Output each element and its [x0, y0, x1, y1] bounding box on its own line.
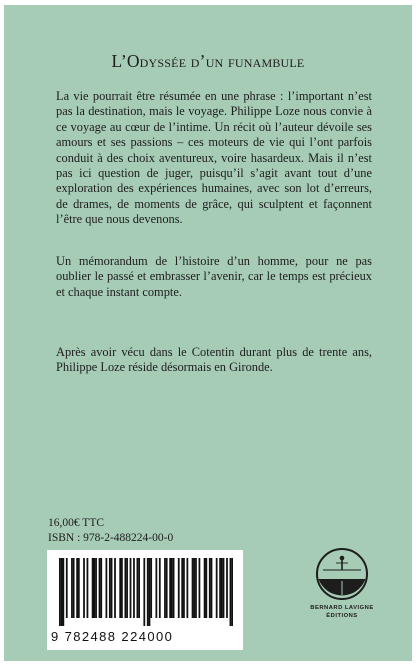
barcode-bar	[143, 558, 145, 626]
barcode-bar	[164, 558, 166, 618]
barcode-bar	[99, 558, 101, 618]
barcode-bar	[83, 558, 85, 618]
barcode-bar	[178, 558, 180, 618]
barcode-bar	[95, 558, 97, 618]
barcode-bar	[62, 558, 64, 626]
barcode-bar	[150, 558, 152, 618]
barcode-bar	[169, 558, 171, 618]
barcode-bar	[195, 558, 197, 618]
barcode-bar	[73, 558, 75, 618]
barcode-bar	[114, 558, 116, 618]
barcode-bar	[87, 558, 89, 618]
author-bio: Après avoir vécu dans le Cotentin durant plus de trente ans, Philippe Loze réside désormais en Gironde.	[56, 345, 372, 375]
barcode-bar	[61, 558, 63, 626]
book-title-text: L’Odyssée d’un funambule	[111, 51, 305, 71]
barcode-bar	[126, 558, 128, 618]
barcode-bar	[155, 558, 157, 618]
barcode-bar	[211, 558, 213, 618]
barcode-bar	[173, 558, 175, 618]
book-title	[4, 51, 412, 72]
blurb-paragraph-1: La vie pourrait être résumée en une phrase : l’important n’est pas la destination, mais le voyage. Philippe Loze nous convie à ce voyage au cœur de l’intime. Un récit où l’auteur dévoile ses amours et ses passions – ces moteurs de vie qui l’ont parfois conduit à des choix aventureux, voire hasardeux. Mais il n’est pas ici question de juger, puisqu’il s’agit avant tout d’une exploration des expériences humaines, avec son lot d’erreurs, de drames, de moments de grâce, qui sculptent et façonnent l’être que nous devenons.	[56, 89, 372, 227]
barcode-bar	[181, 558, 183, 618]
barcode-bar	[78, 558, 80, 618]
barcode-digits: 9 782488 224000	[51, 629, 174, 644]
barcode-bars	[59, 558, 233, 626]
barcode-bar	[124, 558, 126, 618]
barcode-bar	[171, 558, 173, 618]
barcode-bar	[199, 558, 201, 618]
barcode-bar	[109, 558, 111, 618]
barcode-bar	[66, 558, 68, 618]
publisher-subtitle: ÉDITIONS	[326, 613, 358, 619]
barcode-bar	[71, 558, 73, 618]
barcode-bar	[223, 558, 225, 618]
barcode-bar	[219, 558, 221, 618]
barcode-bar	[166, 558, 168, 618]
barcode-bar	[100, 558, 102, 618]
isbn-label: ISBN : 978-2-488224-00-0	[48, 532, 174, 544]
barcode-bar	[159, 558, 161, 618]
barcode-bar	[137, 558, 139, 618]
tightrope-walker-circle-icon	[315, 547, 369, 601]
barcode-bar	[226, 558, 228, 618]
barcode-bar	[111, 558, 113, 618]
barcode-bar	[147, 558, 149, 626]
barcode-bar	[204, 558, 206, 618]
barcode-bar	[130, 558, 132, 618]
barcode-bar	[186, 558, 188, 618]
barcode-bar	[205, 558, 207, 618]
barcode	[47, 550, 243, 650]
publisher-name: BERNARD LAVIGNE	[310, 605, 374, 611]
barcode-bar	[230, 558, 232, 626]
barcode-bar	[133, 558, 135, 618]
barcode-bar	[76, 558, 78, 618]
barcode-bar	[121, 558, 123, 618]
barcode-bar	[216, 558, 218, 618]
barcode-bar	[59, 558, 61, 626]
publisher-logo	[306, 547, 378, 619]
blurb-paragraph-2: Un mémorandum de l’histoire d’un homme, pour ne pas oublier le passé et embrasser l’avenir, car le temps est précieux et chaque instant compte.	[56, 254, 372, 299]
barcode-bar	[193, 558, 195, 618]
barcode-bar	[231, 558, 233, 626]
barcode-bar	[119, 558, 121, 618]
barcode-bar	[93, 558, 95, 618]
barcode-bar	[138, 558, 140, 618]
barcode-bar	[149, 558, 151, 626]
barcode-bar	[221, 558, 223, 618]
price-label: 16,00€ TTC	[48, 517, 105, 529]
barcode-bar	[106, 558, 108, 618]
barcode-bar	[183, 558, 185, 618]
barcode-bar	[92, 558, 94, 618]
barcode-bar	[192, 558, 194, 618]
barcode-bar	[209, 558, 211, 618]
back-cover	[4, 5, 412, 661]
